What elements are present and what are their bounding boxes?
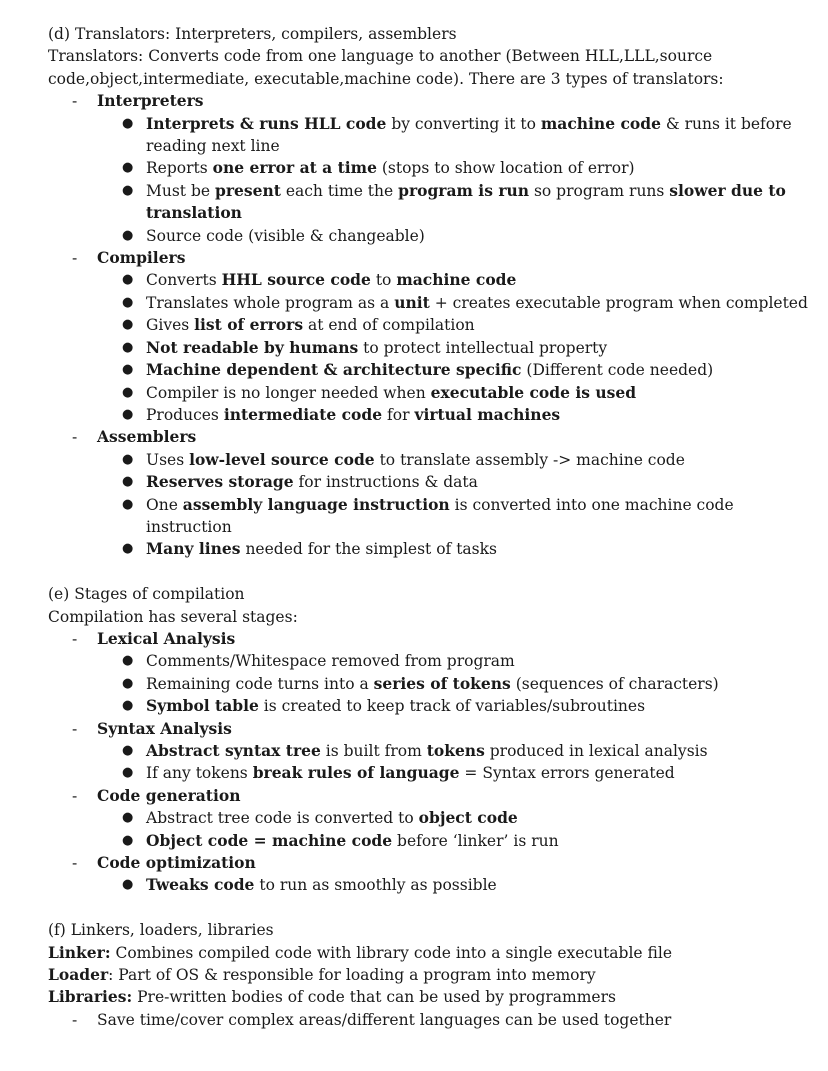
bullet-marker: ● <box>122 339 134 355</box>
dash-marker: - <box>72 92 78 111</box>
codeopt-bullet-1: ● Tweaks code to run as smoothly as possible <box>48 874 798 896</box>
bullet-marker: ● <box>122 182 134 198</box>
lexical-bullet-2: ● Remaining code turns into a series of tokens (sequences of characters) <box>48 673 798 695</box>
dash-marker: - <box>72 719 78 738</box>
bullet-marker: ● <box>122 810 134 826</box>
bullet-marker: ● <box>122 541 134 557</box>
code-optimization-item <box>48 852 798 874</box>
bullet-marker: ● <box>122 227 134 243</box>
assemblers-title: Assemblers <box>97 427 197 447</box>
bullet-marker: ● <box>122 698 134 714</box>
section-d-intro-line-2: code,object,intermediate, executable,machine code). There are 3 types of translators: <box>48 69 724 88</box>
syntax-analysis-item <box>48 718 798 740</box>
bullet-marker: ● <box>122 877 134 893</box>
lexical-analysis-item <box>48 628 798 650</box>
compilers-bullet-7: ● Produces intermediate code for virtual machines <box>48 404 798 426</box>
section-spacer <box>48 897 798 919</box>
assemblers-bullet-4: ● Many lines needed for the simplest of tasks <box>48 538 798 560</box>
dash-marker: - <box>72 854 78 873</box>
libraries-sub-item: - Save time/cover complex areas/different languages can be used together <box>48 1009 798 1031</box>
bullet-marker: ● <box>122 317 134 333</box>
compilers-item <box>48 247 798 269</box>
loader-definition: Loader: Part of OS & responsible for loading a program into memory <box>48 965 596 985</box>
interpreters-bullet-4: ● Source code (visible & changeable) <box>48 225 798 247</box>
dash-marker: - <box>72 249 78 268</box>
linker-definition: Linker: Combines compiled code with library code into a single executable file <box>48 942 672 962</box>
syntax-analysis-title: Syntax Analysis <box>97 718 232 738</box>
bullet-marker: ● <box>122 496 134 512</box>
section-spacer <box>48 561 798 583</box>
compilers-bullet-6: ● Compiler is no longer needed when executable code is used <box>48 382 798 404</box>
syntax-bullet-1: ● Abstract syntax tree is built from tokens produced in lexical analysis <box>48 740 798 762</box>
lexical-bullet-1: ● Comments/Whitespace removed from program <box>48 650 798 672</box>
interpreters-bullet-3-cont: translation <box>146 203 242 223</box>
libraries-definition: Libraries: Pre-written bodies of code that can be used by programmers <box>48 987 616 1007</box>
assemblers-bullet-3: ● One assembly language instruction is converted into one machine code <box>48 494 798 516</box>
bullet-marker: ● <box>122 832 134 848</box>
bullet-marker: ● <box>122 272 134 288</box>
compilers-bullet-3: ● Gives list of errors at end of compilation <box>48 314 798 336</box>
compilers-bullet-2: ● Translates whole program as a unit + creates executable program when completed <box>48 292 798 314</box>
codegen-bullet-1: ● Abstract tree code is converted to object code <box>48 807 798 829</box>
compilers-bullet-4: ● Not readable by humans to protect intellectual property <box>48 337 798 359</box>
bullet-marker: ● <box>122 675 134 691</box>
compilers-title: Compilers <box>97 248 186 268</box>
dash-marker: - <box>72 428 78 447</box>
interpreters-item <box>48 90 798 112</box>
bullet-marker: ● <box>122 653 134 669</box>
interpreters-bullet-2: ● Reports one error at a time (stops to show location of error) <box>48 157 798 179</box>
dash-marker: - <box>72 629 78 648</box>
bullet-marker: ● <box>122 406 134 422</box>
bullet-marker: ● <box>122 451 134 467</box>
section-e-intro: Compilation has several stages: <box>48 607 298 626</box>
bullet-marker: ● <box>122 294 134 310</box>
bullet-marker: ● <box>122 115 134 131</box>
interpreters-title: Interpreters <box>97 91 204 111</box>
lexical-bullet-3: ● Symbol table is created to keep track of variables/subroutines <box>48 695 798 717</box>
compilers-bullet-5: ● Machine dependent & architecture specific (Different code needed) <box>48 359 798 381</box>
assemblers-item <box>48 426 798 448</box>
bullet-marker: ● <box>122 742 134 758</box>
assemblers-bullet-2: ● Reserves storage for instructions & data <box>48 471 798 493</box>
dash-marker: - <box>72 786 78 805</box>
assemblers-bullet-1: ● Uses low-level source code to translate assembly -> machine code <box>48 449 798 471</box>
section-d-heading: (d) Translators: Interpreters, compilers, assemblers <box>48 25 457 43</box>
code-optimization-title: Code optimization <box>97 853 256 873</box>
syntax-bullet-2: ● If any tokens break rules of language = Syntax errors generated <box>48 762 798 784</box>
assemblers-bullet-3-cont: instruction <box>146 517 232 536</box>
dash-marker: - <box>72 1010 78 1029</box>
code-generation-item <box>48 785 798 807</box>
section-d-intro-line-1: Translators: Converts code from one language to another (Between HLL,LLL,source <box>48 47 713 66</box>
bullet-marker: ● <box>122 362 134 378</box>
bullet-marker: ● <box>122 765 134 781</box>
interpreters-bullet-1: ● Interprets & runs HLL code by converting it to machine code & runs it before <box>48 113 798 135</box>
section-e-heading: (e) Stages of compilation <box>48 585 245 604</box>
bullet-marker: ● <box>122 384 134 400</box>
code-generation-title: Code generation <box>97 785 241 805</box>
interpreters-bullet-3: ● Must be present each time the program is run so program runs slower due to <box>48 180 798 202</box>
interpreters-bullet-1-cont: reading next line <box>146 137 280 156</box>
section-f-heading: (f) Linkers, loaders, libraries <box>48 921 274 940</box>
codegen-bullet-2: ● Object code = machine code before ‘linker’ is run <box>48 830 798 852</box>
bullet-marker: ● <box>122 160 134 176</box>
bullet-marker: ● <box>122 474 134 490</box>
compilers-bullet-1: ● Converts HHL source code to machine code <box>48 269 798 291</box>
lexical-analysis-title: Lexical Analysis <box>97 628 236 648</box>
